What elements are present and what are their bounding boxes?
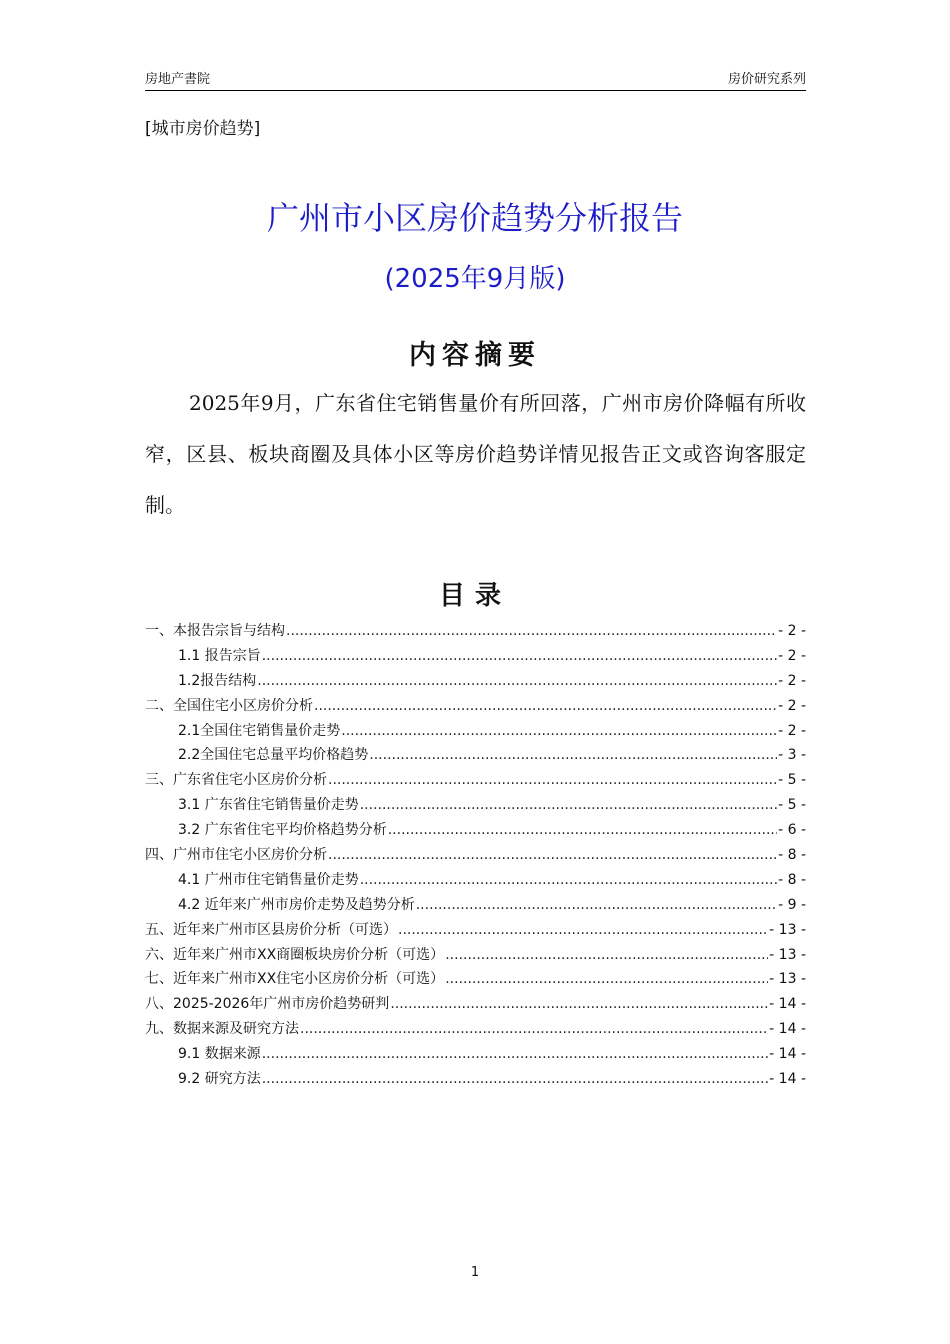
toc-entry[interactable]: 3.2 广东省住宅平均价格趋势分析 ..... - 6 - [145,819,806,844]
toc-entry[interactable]: 七、近年来广州市XX住宅小区房价分析（可选） ..... - 13 - [145,968,806,993]
toc-entry[interactable]: 9.2 研究方法 ..... - 14 - [145,1068,806,1093]
toc-entry[interactable]: 9.1 数据来源 ..... - 14 - [145,1043,806,1068]
abstract-heading: 内容摘要 [409,340,541,371]
toc-entry[interactable]: 八、2025-2026年广州市房价趋势研判 ..... - 14 - [145,993,806,1018]
toc-entry[interactable]: 1.1 报告宗旨 ..... - 2 - [145,645,806,670]
toc-entry[interactable]: 二、全国住宅小区房价分析 ..... - 2 - [145,695,806,720]
page-number: 1 [470,1265,480,1280]
toc-entry[interactable]: 六、近年来广州市XX商圈板块房价分析（可选） ..... - 13 - [145,944,806,969]
toc-entry[interactable]: 九、数据来源及研究方法 ..... - 14 - [145,1018,806,1043]
toc-entry[interactable]: 4.1 广州市住宅销售量价走势 ..... - 8 - [145,869,806,894]
toc-entry[interactable]: 一、本报告宗旨与结构 ..... - 2 - [145,620,806,645]
table-of-contents [145,620,806,1093]
toc-heading: 目录 [438,581,511,611]
header-series: 房价研究系列 [727,72,806,87]
toc-entry[interactable]: 1.2报告结构 ..... - 2 - [145,670,806,695]
toc-entry[interactable]: 三、广东省住宅小区房价分析 ..... - 5 - [145,769,806,794]
page-header [145,68,806,91]
toc-entry[interactable]: 2.2全国住宅总量平均价格趋势 ..... - 3 - [145,744,806,769]
toc-entry[interactable]: 3.1 广东省住宅销售量价走势 ..... - 5 - [145,794,806,819]
report-title: 广州市小区房价趋势分析报告 [266,199,683,237]
toc-entry[interactable]: 2.1全国住宅销售量价走势 ..... - 2 - [145,720,806,745]
header-publisher: 房地产書院 [145,72,211,87]
toc-entry[interactable]: 四、广州市住宅小区房价分析 ..... - 8 - [145,844,806,869]
toc-entry[interactable]: 五、近年来广州市区县房价分析（可选） ..... - 13 - [145,919,806,944]
category-tag: [城市房价趋势] [145,119,261,139]
abstract-text: 2025年9月，广东省住宅销售量价有所回落，广州市房价降幅有所收窄，区县、板块商圈及具体小区等房价趋势详情见报告正文或咨询客服定制。 [145,391,806,517]
toc-entry[interactable]: 4.2 近年来广州市房价走势及趋势分析 ..... - 9 - [145,894,806,919]
report-edition: (2025年9月版) [384,264,566,294]
